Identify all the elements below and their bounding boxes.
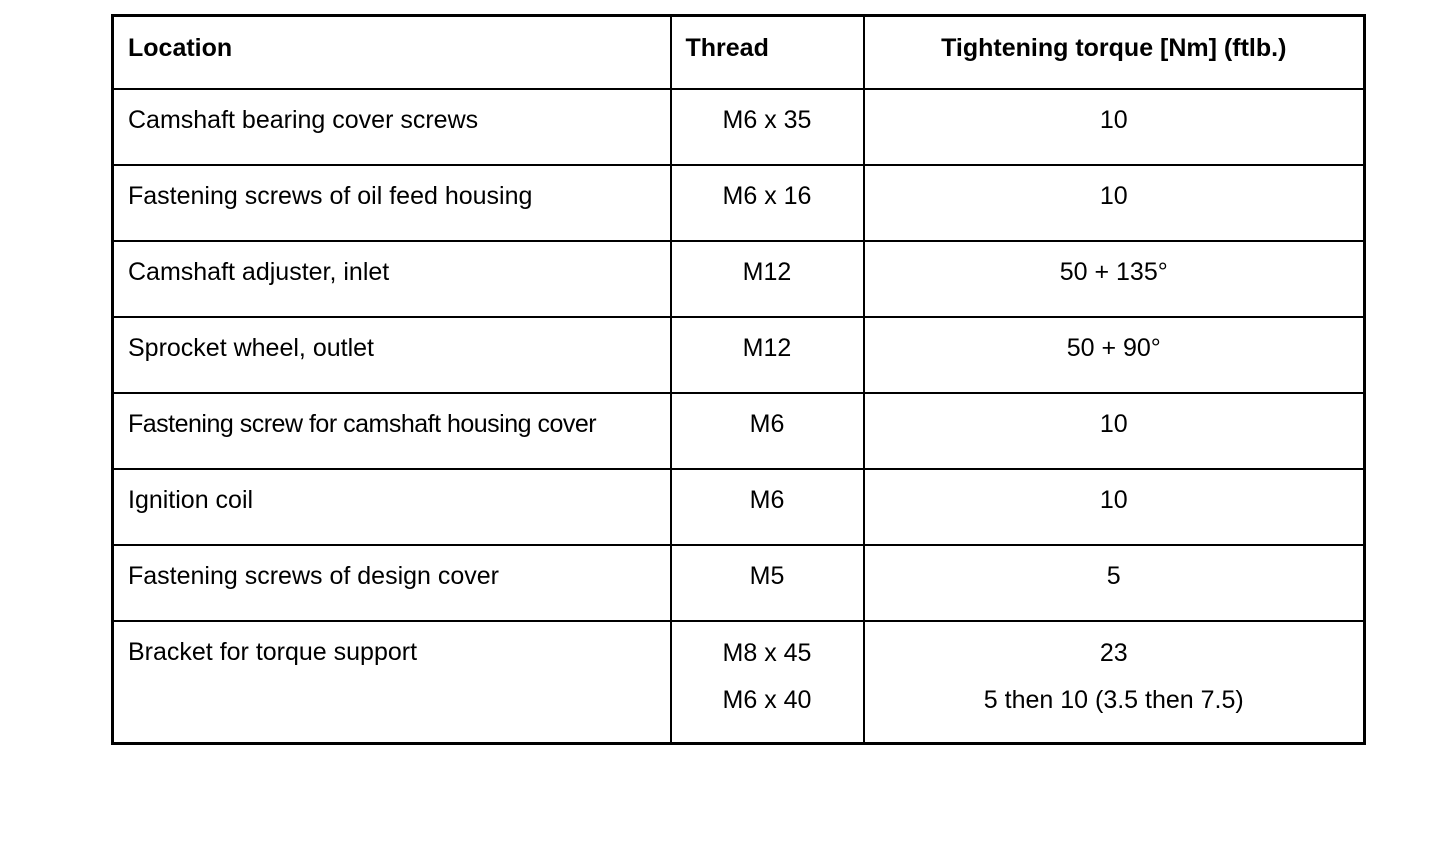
thread-cell: M6 x 35 [671,89,864,165]
thread-cell: M12 [671,241,864,317]
thread-cell: M6 [671,469,864,545]
location-cell: Fastening screws of design cover [113,545,671,621]
table-row [113,89,1365,165]
location-cell: Camshaft adjuster, inlet [113,241,671,317]
thread-line: M8 x 45 [722,638,812,667]
table-row [113,469,1365,545]
thread-line: M6 x 40 [722,685,812,714]
location-cell: Bracket for torque support [113,621,671,744]
table-header-row [113,16,1365,89]
thread-cell: M5 [671,545,864,621]
table-row [113,165,1365,241]
torque-cell: 5 [864,545,1365,621]
torque-cell [864,621,1365,744]
table-row [113,621,1365,744]
thread-cell [671,621,864,744]
table-row [113,241,1365,317]
location-cell: Sprocket wheel, outlet [113,317,671,393]
torque-line: 5 then 10 (3.5 then 7.5) [983,685,1244,714]
header-thread: Thread [671,16,864,89]
location-cell: Camshaft bearing cover screws [113,89,671,165]
thread-cell: M6 x 16 [671,165,864,241]
thread-cell: M12 [671,317,864,393]
torque-specification-table [111,14,1366,745]
thread-cell: M6 [671,393,864,469]
table-row [113,393,1365,469]
location-cell: Fastening screw for camshaft housing cover [113,393,671,469]
location-cell: Ignition coil [113,469,671,545]
location-cell: Fastening screws of oil feed housing [113,165,671,241]
torque-cell: 50 + 135° [864,241,1365,317]
torque-cell: 10 [864,165,1365,241]
table-row [113,317,1365,393]
table-row [113,545,1365,621]
torque-cell: 10 [864,89,1365,165]
torque-cell: 10 [864,393,1365,469]
torque-cell: 10 [864,469,1365,545]
torque-cell: 50 + 90° [864,317,1365,393]
header-torque: Tightening torque [Nm] (ftlb.) [864,16,1365,89]
header-location: Location [113,16,671,89]
torque-line: 23 [1099,638,1128,667]
